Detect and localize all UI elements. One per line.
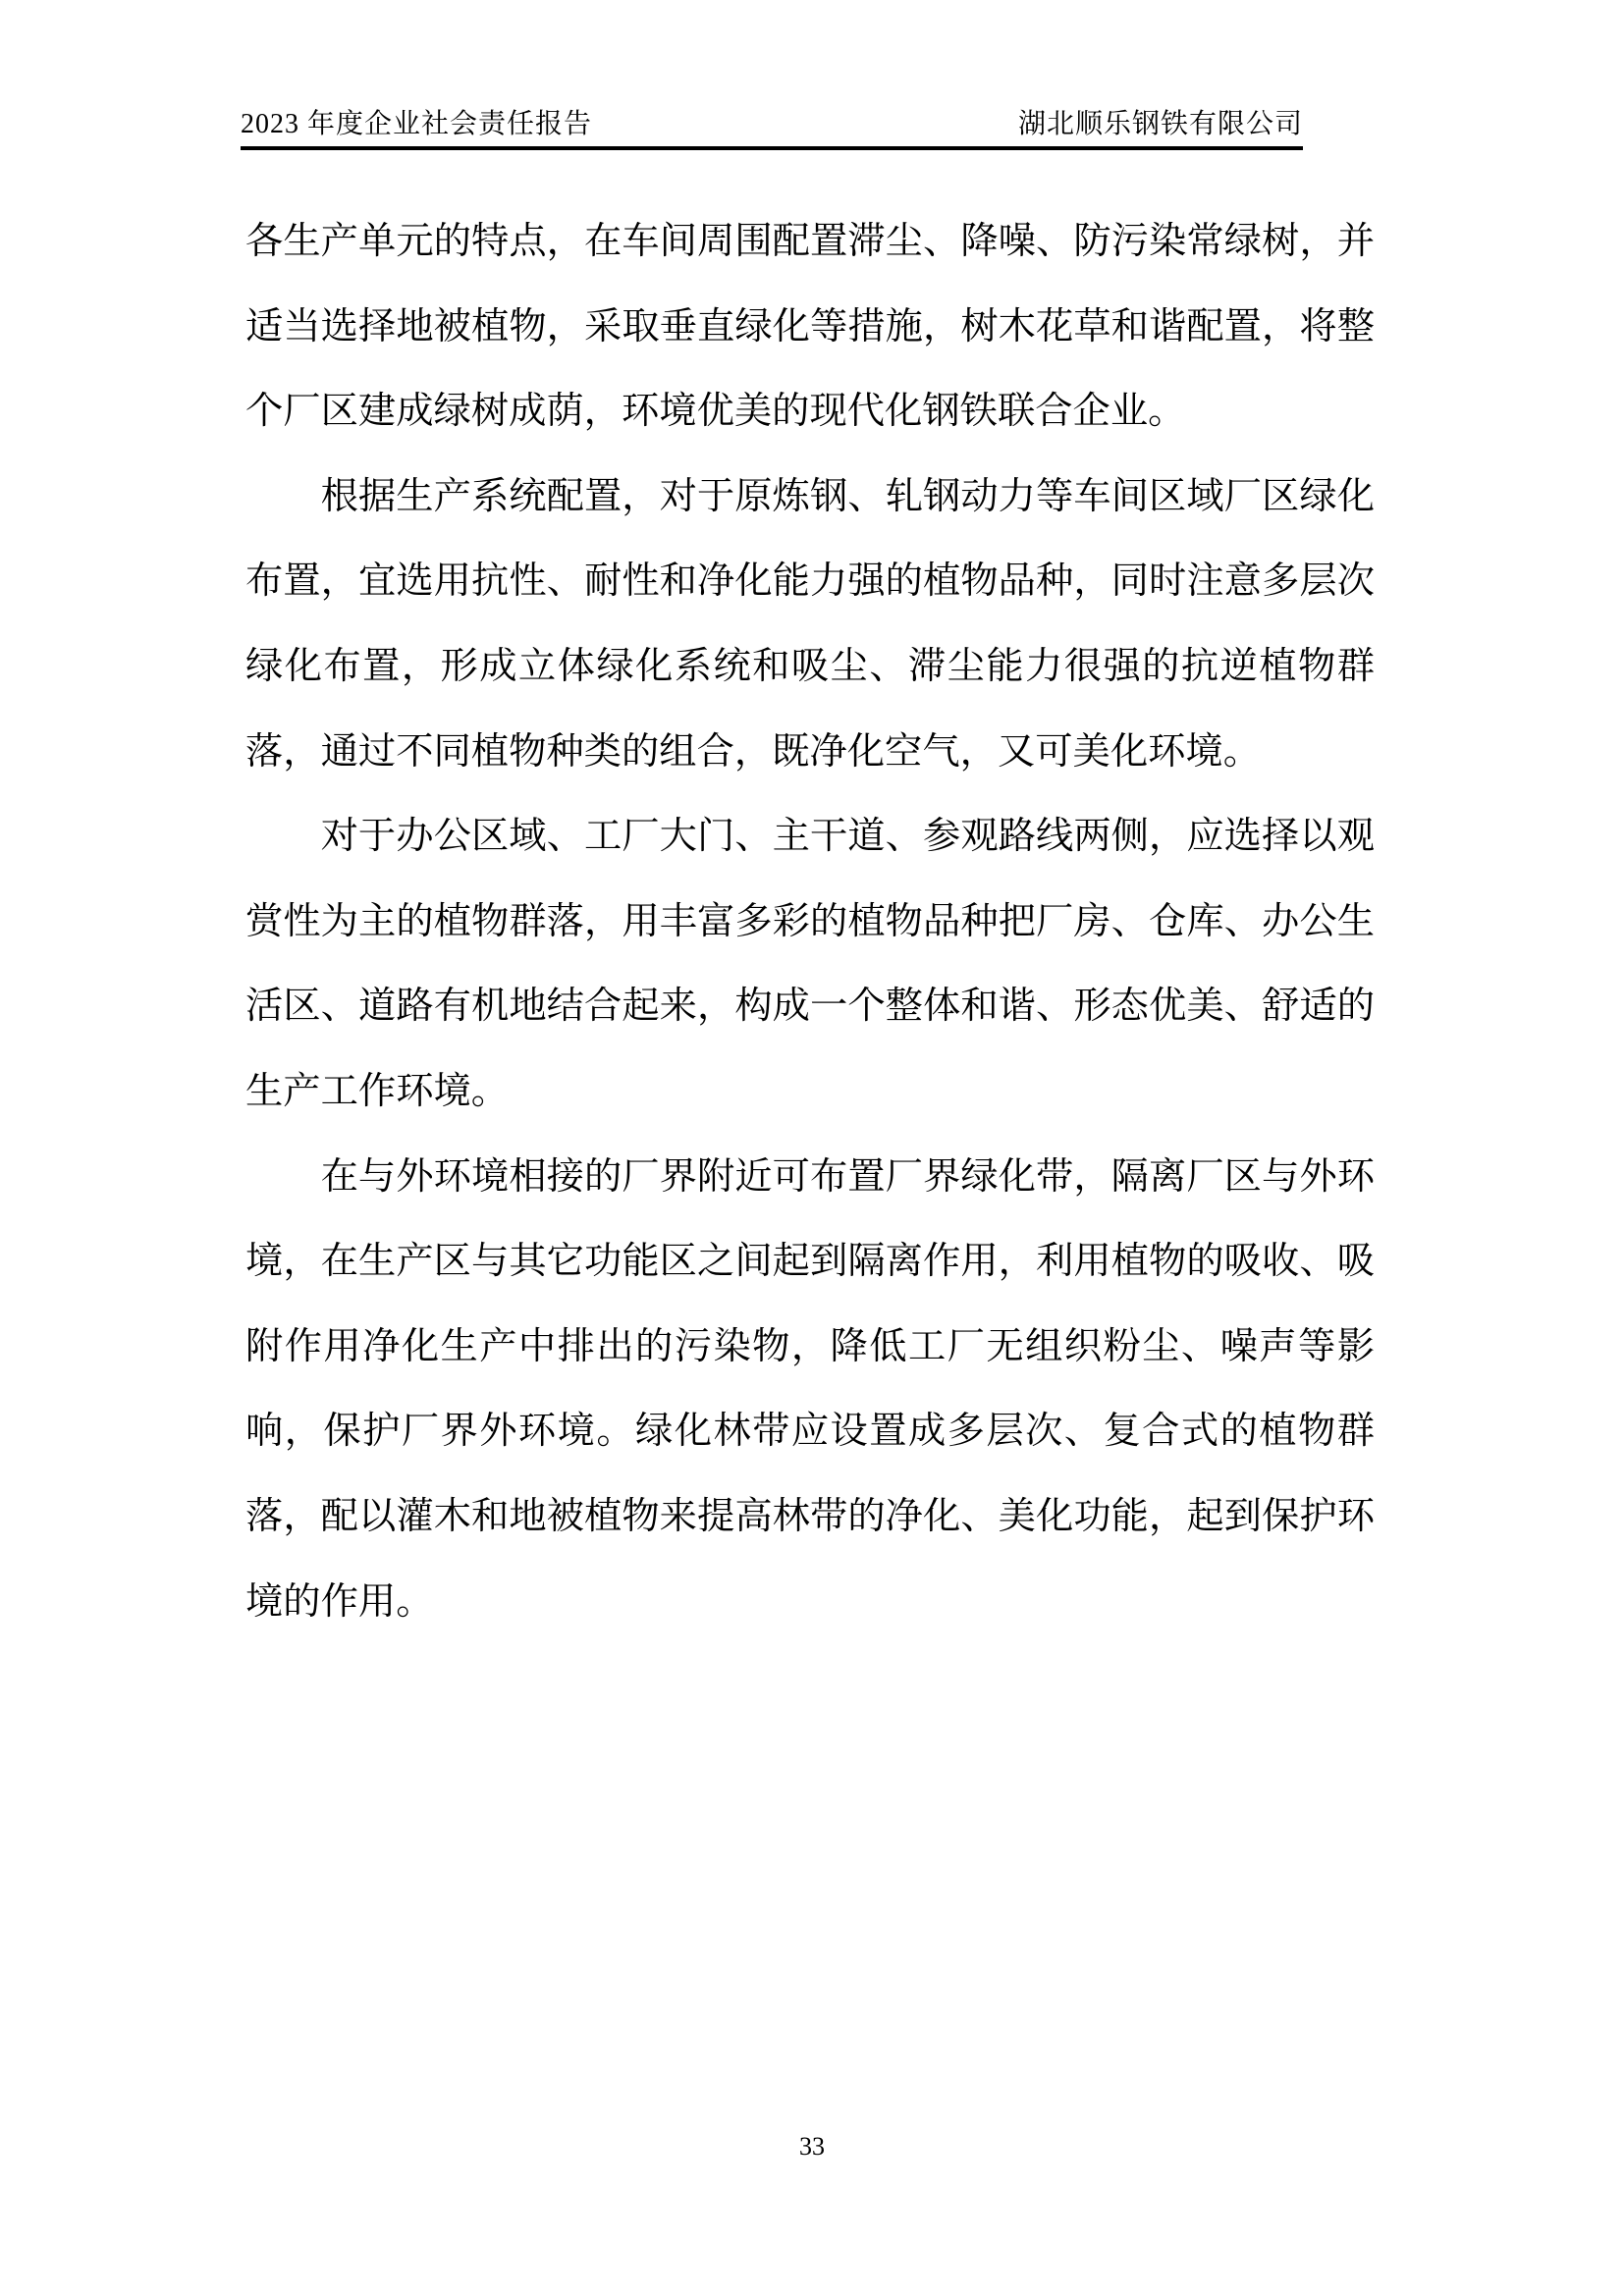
paragraph-1: 各生产单元的特点，在车间周围配置滞尘、降噪、防污染常绿树，并适当选择地被植物，采取垂直绿化等措施，树木花草和谐配置，将整个厂区建成绿树成荫，环境优美的现代化钢铁联合企业。: [245, 221, 1375, 433]
page-number: 33: [799, 2132, 825, 2161]
header-company-name: 湖北顺乐钢铁有限公司: [1017, 109, 1303, 139]
document-body: [245, 199, 1375, 1644]
paragraph-4: 在与外环境相接的厂界附近可布置厂界绿化带，隔离厂区与外环境，在生产区与其它功能区之间起到隔离作用，利用植物的吸收、吸附作用净化生产中排出的污染物，降低工厂无组织粉尘、噪声等影响，保护厂界外环境。绿化林带应设置成多层次、复合式的植物群落，配以灌木和地被植物来提高林带的净化、美化功能，起到保护环境的作用。: [245, 1155, 1375, 1623]
paragraph-3: 对于办公区域、工厂大门、主干道、参观路线两侧，应选择以观赏性为主的植物群落，用丰富多彩的植物品种把厂房、仓库、办公生活区、道路有机地结合起来，构成一个整体和谐、形态优美、舒适的生产工作环境。: [245, 816, 1375, 1112]
header-report-title: 2023 年度企业社会责任报告: [241, 109, 593, 139]
paragraph-2: 根据生产系统配置，对于原炼钢、轧钢动力等车间区域厂区绿化布置，宜选用抗性、耐性和净化能力强的植物品种，同时注意多层次绿化布置，形成立体绿化系统和吸尘、滞尘能力很强的抗逆植物群落，通过不同植物种类的组合，既净化空气，又可美化环境。: [245, 475, 1375, 773]
page-footer: [0, 2132, 1624, 2162]
page-header: [241, 108, 1303, 150]
